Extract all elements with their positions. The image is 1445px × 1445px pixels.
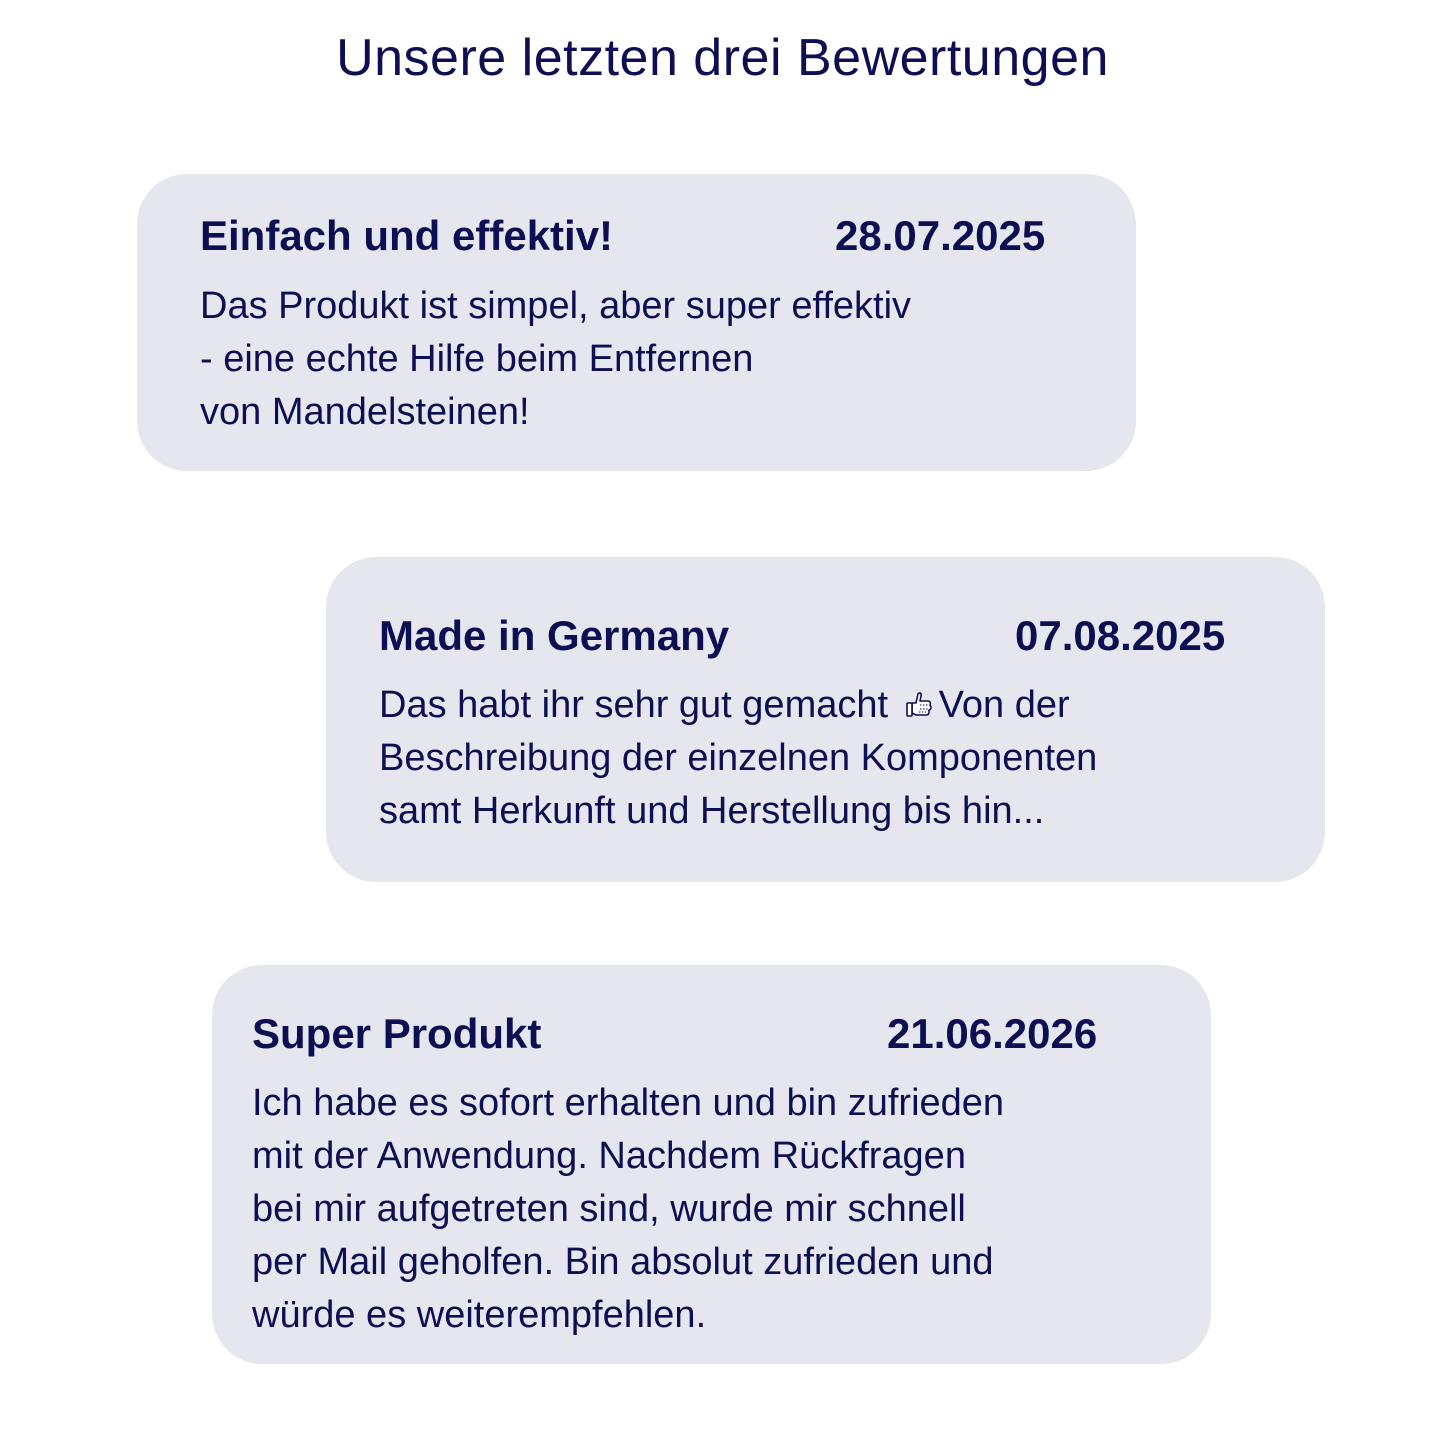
review-card [326,557,1325,882]
review-title: Einfach und effektiv! [200,212,614,259]
review-date: 28.07.2025 [835,212,1046,259]
review-card [212,965,1211,1364]
review-text-segment: Das habt ihr sehr gut gemacht [379,684,889,726]
review-text-line: - eine echte Hilfe beim Entfernen [200,338,754,380]
review-text [379,679,1097,838]
review-card [137,174,1136,471]
review-date: 07.08.2025 [1015,612,1226,659]
page-title: Unsere letzten drei Bewertungen [336,29,1109,87]
review-text-line: Beschreibung der einzelnen Komponenten [379,737,1098,779]
review-text [252,1077,1004,1342]
review-text-line: mit der Anwendung. Nachdem Rückfragen [252,1135,966,1177]
review-text-line: würde es weiterempfehlen. [252,1294,707,1336]
review-date: 21.06.2026 [887,1010,1098,1057]
review-text-line: von Mandelsteinen! [200,391,530,433]
review-title: Made in Germany [379,612,730,659]
review-text-line: bei mir aufgetreten sind, wurde mir schnell [252,1188,966,1230]
review-text [200,280,911,439]
review-text-line: samt Herkunft und Herstellung bis hin... [379,790,1045,832]
thumbs-up-icon [903,683,935,715]
review-text-segment: Von der [938,684,1070,726]
review-text-line [379,679,1097,732]
review-text-line: per Mail geholfen. Bin absolut zufrieden und [252,1241,994,1283]
review-text-line: Das Produkt ist simpel, aber super effektiv [200,285,912,327]
review-text-line: Ich habe es sofort erhalten und bin zufrieden [252,1082,1005,1124]
review-title: Super Produkt [252,1010,542,1057]
